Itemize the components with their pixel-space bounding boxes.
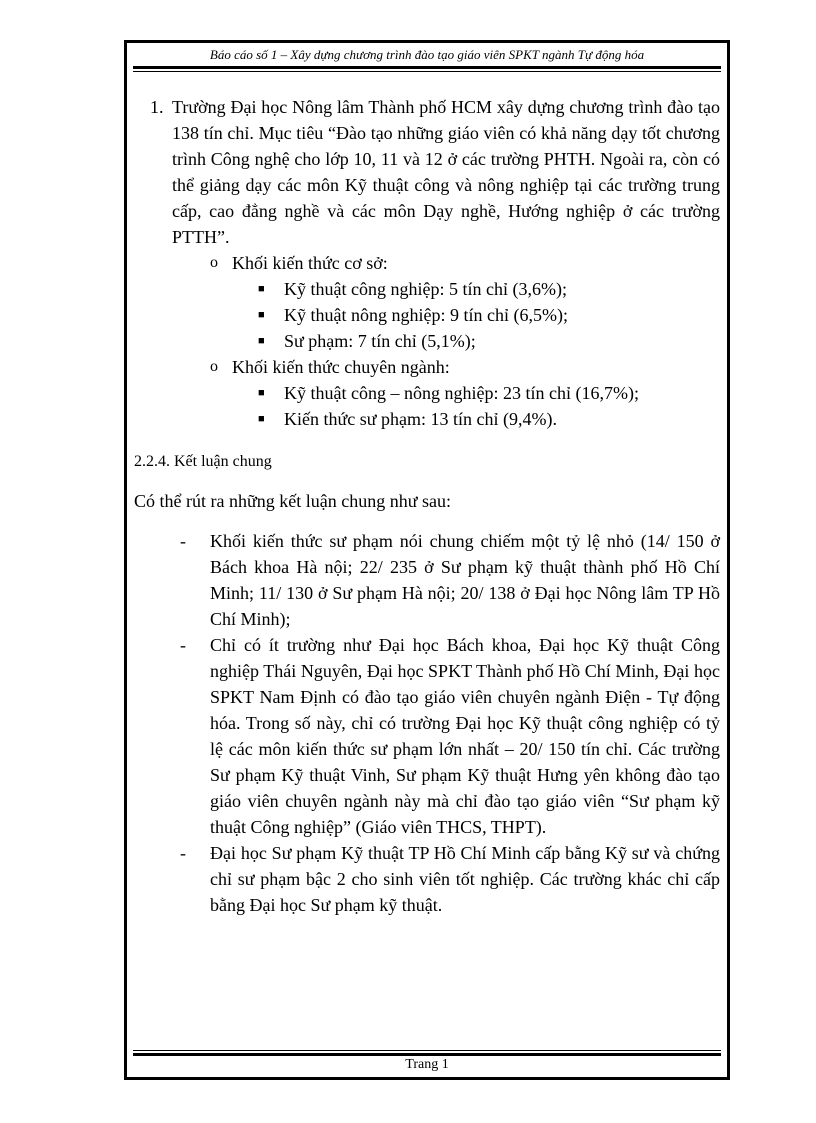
list-item [180, 632, 720, 840]
list-item-text: Khối kiến thức sư phạm nói chung chiếm một tỷ lệ nhỏ (14/ 150 ở Bách khoa Hà nội; 22/ 235 ở Sư phạm kỹ thuật thành phố Hồ Chí Minh; 11/ 130 ở Sư phạm Hà nội; 20/ 138 ở Đại học Nông lâm TP Hồ Chí Minh); [210, 531, 720, 629]
conclusion-list [134, 528, 720, 918]
bullet-text: Kỹ thuật công – nông nghiệp: 23 tín chỉ (16,7%); [284, 383, 639, 403]
bullet-text: Kiến thức sư phạm: 13 tín chỉ (9,4%). [284, 409, 557, 429]
group-label: Khối kiến thức cơ sở: [232, 253, 388, 273]
header-rule-thin [133, 71, 721, 72]
sub-list-item [210, 354, 720, 380]
bullet-item [258, 302, 720, 328]
bullet-item [258, 380, 720, 406]
list-item-text: Đại học Sư phạm Kỹ thuật TP Hồ Chí Minh cấp bằng Kỹ sư và chứng chỉ sư phạm bậc 2 cho sinh viên tốt nghiệp. Các trường khác chỉ cấp bằng Đại học Sư phạm kỹ thuật. [210, 843, 720, 915]
square-bullet-icon: ■ [258, 335, 265, 347]
page-number: Trang 1 [405, 1057, 449, 1072]
item-number: 1. [150, 97, 164, 117]
dash-bullet-icon: - [180, 531, 186, 551]
bullet-text: Kỹ thuật công nghiệp: 5 tín chỉ (3,6%); [284, 279, 567, 299]
square-bullet-icon: ■ [258, 309, 265, 321]
numbered-item [150, 94, 720, 250]
dash-bullet-icon: - [180, 843, 186, 863]
list-item [180, 528, 720, 632]
circle-bullet-icon: o [210, 358, 218, 375]
square-bullet-icon: ■ [258, 413, 265, 425]
sub-list-item [210, 250, 720, 276]
page-content [134, 94, 720, 918]
bullet-text: Kỹ thuật nông nghiệp: 9 tín chỉ (6,5%); [284, 305, 568, 325]
bullet-item [258, 406, 720, 432]
running-header: Báo cáo số 1 – Xây dựng chương trình đào tạo giáo viên SPKT ngành Tự động hóa [209, 47, 645, 62]
bullet-text: Sư phạm: 7 tín chỉ (5,1%); [284, 331, 476, 351]
square-bullet-icon: ■ [258, 283, 265, 295]
footer-rule-thin [133, 1050, 721, 1051]
list-item-text: Chỉ có ít trường như Đại học Bách khoa, Đại học Kỹ thuật Công nghiệp Thái Nguyên, Đại học SPKT Thành phố Hồ Chí Minh, Đại học SPKT Nam Định có đào tạo giáo viên chuyên ngành Điện - Tự động hóa. Trong số này, chỉ có trường Đại học Kỹ thuật công nghiệp có tỷ lệ các môn kiến thức sư phạm lớn nhất – 20/ 150 tín chỉ. Các trường Sư phạm Kỹ thuật Vinh, Sư phạm Kỹ thuật Hưng yên không đào tạo giáo viên chuyên ngành này mà chỉ đào tạo giáo viên “Sư phạm kỹ thuật Công nghiệp” (Giáo viên THCS, THPT). [210, 635, 720, 837]
group-label: Khối kiến thức chuyên ngành: [232, 357, 450, 377]
square-bullet-icon: ■ [258, 387, 265, 399]
dash-bullet-icon: - [180, 635, 186, 655]
bullet-item [258, 328, 720, 354]
intro-paragraph: Có thể rút ra những kết luận chung như sau: [134, 491, 451, 511]
section-heading: 2.2.4. Kết luận chung [134, 453, 272, 470]
header-rule [133, 66, 721, 69]
circle-bullet-icon: o [210, 254, 218, 271]
list-item [180, 840, 720, 918]
bullet-item [258, 276, 720, 302]
item-text: Trường Đại học Nông lâm Thành phố HCM xây dựng chương trình đào tạo 138 tín chỉ. Mục tiêu “Đào tạo những giáo viên có khả năng dạy tốt chương trình Công nghệ cho lớp 10, 11 và 12 ở các trường PHTH. Ngoài ra, còn có thể giảng dạy các môn Kỹ thuật công và nông nghiệp tại các trường trung cấp, cao đẳng nghề và các môn Dạy nghề, Hướng nghiệp ở các trường PTTH”. [172, 97, 720, 247]
footer-rule [133, 1053, 721, 1056]
